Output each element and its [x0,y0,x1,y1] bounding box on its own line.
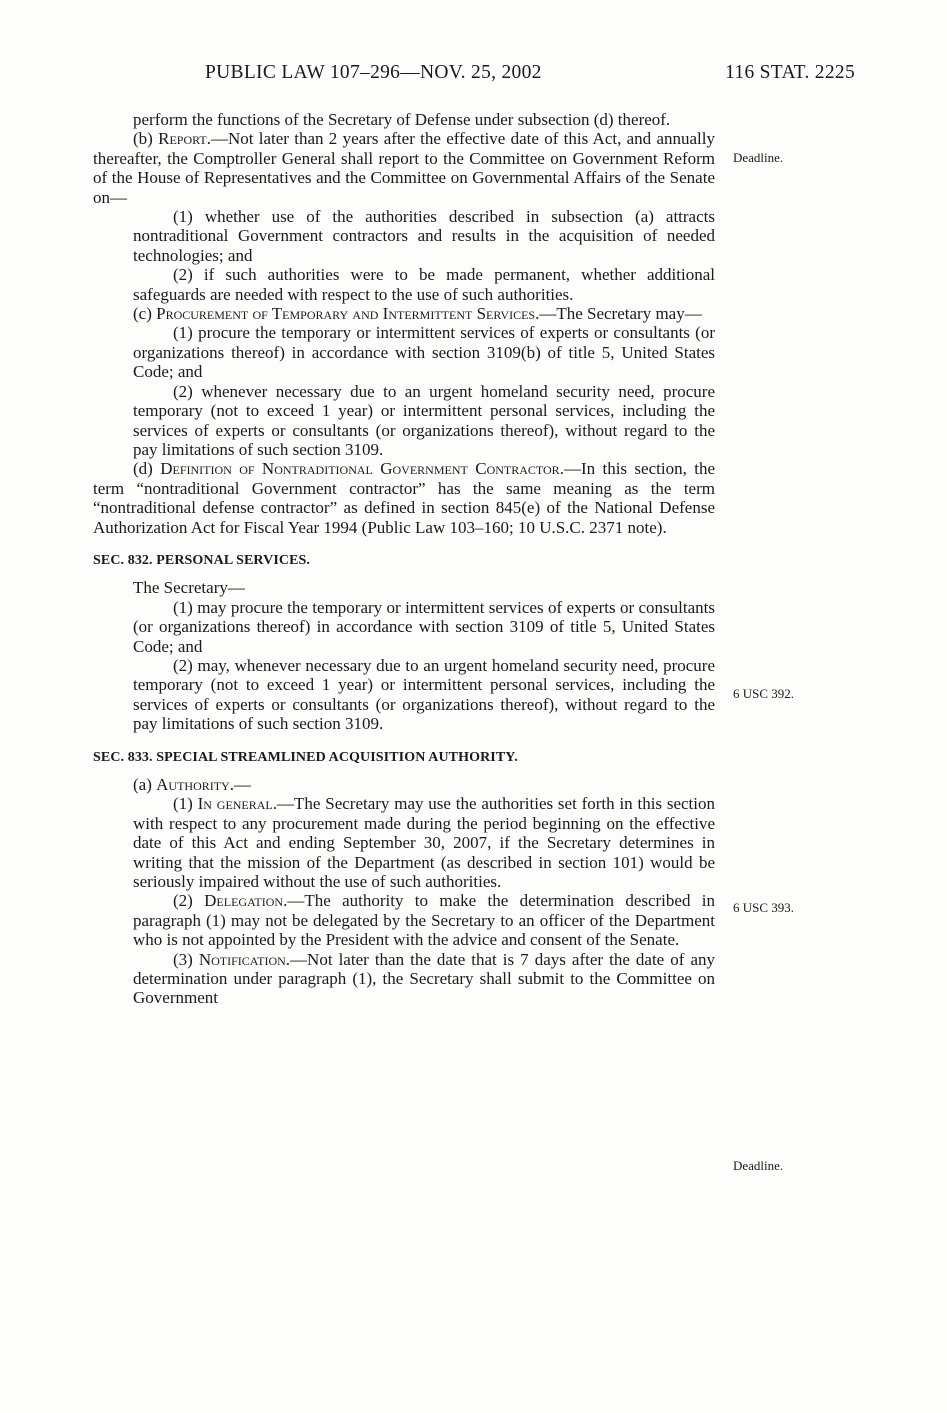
paragraph-a2: (2) Delegation.—The authority to make the determination described in paragraph (1) may not be delegated by the Secretary to an officer of the Department who is not appointed by the President with the advice and consent of the Senate. [133,891,715,950]
continuation-paragraph: perform the functions of the Secretary of Defense under subsection (d) thereof. [133,110,671,129]
section-832-paragraph-2: (2) may, whenever necessary due to an urgent homeland security need, procure temporary (not to exceed 1 year) or intermittent personal services, including the services of experts or consultants (or organizations thereof), without regard to the pay limitations of such section 3109. [133,655,715,734]
margin-note-usc-392: 6 USC 392. [733,686,795,701]
paragraph-b1: (1) whether use of the authorities described in subsection (a) attracts nontraditional Government contractors and results in the acquisition of needed technologies; and [133,207,715,265]
subsection-a-heading: Authority [156,775,230,794]
paragraph-b2: (2) if such authorities were to be made permanent, whether additional safeguards are needed with respect to the use of such authorities. [133,265,715,304]
margin-note-deadline-2: Deadline. [733,1158,784,1173]
paragraph-a2-heading: Delegation [204,891,284,911]
stat-page-number: 116 STAT. 2225 [725,62,855,83]
law-citation: PUBLIC LAW 107–296—NOV. 25, 2002 [205,62,542,83]
paragraph-a1-heading: In general [197,794,273,814]
document-body [93,110,715,1008]
section-832-intro: The Secretary— [133,578,245,598]
section-832-heading: SEC. 832. PERSONAL SERVICES. [93,552,311,568]
margin-note-usc-393: 6 USC 393. [733,900,795,915]
section-833-heading: SEC. 833. SPECIAL STREAMLINED ACQUISITION AUTHORITY. [93,749,518,765]
subsection-a: (a) Authority.— [133,775,251,794]
subsection-d: (d) Definition of Nontraditional Government Contractor.—In this section, the term “nontraditional Government contractor” has the same meaning as the term “nontraditional defense contractor” as defined in section 845(e) of the National Defense Authorization Act for Fiscal Year 1994 (Public Law 103–160; 10 U.S.C. 2371 note). [93,459,715,537]
paragraph-a1: (1) In general.—The Secretary may use the authorities set forth in this section with respect to any procurement made during the period beginning on the effective date of this Act and ending September 30, 2007, if the Secretary determines in writing that the mission of the Department (as described in section 101) would be seriously impaired without the use of such authorities. [133,794,715,892]
subsection-c: (c) Procurement of Temporary and Intermittent Services.—The Secretary may— [133,304,702,324]
subsection-b: (b) Report.—Not later than 2 years after the effective date of this Act, and annually thereafter, the Comptroller General shall report to the Committee on Government Reform of the House of Representatives and the Committee on Governmental Affairs of the Senate on— [93,129,715,207]
paragraph-c1: (1) procure the temporary or intermittent services of experts or consultants (or organizations thereof) in accordance with section 3109(b) of title 5, United States Code; and [133,323,715,382]
paragraph-a3: (3) Notification.—Not later than the date that is 7 days after the date of any determination under paragraph (1), the Secretary shall submit to the Committee on Government [133,949,715,1008]
paragraph-c2: (2) whenever necessary due to an urgent homeland security need, procure temporary (not to exceed 1 year) or intermittent personal services, including the services of experts or consultants (or organizations thereof), without regard to the pay limitations of such section 3109. [133,381,715,459]
paragraph-a3-heading: Notification [198,949,286,969]
subsection-d-heading: Definition of Nontraditional Government Contractor [160,459,560,479]
section-832-paragraph-1: (1) may procure the temporary or intermittent services of experts or consultants (or organizations thereof) in accordance with section 3109 of title 5, United States Code; and [133,597,715,656]
margin-note-deadline: Deadline. [733,150,784,165]
subsection-c-heading: Procurement of Temporary and Intermittent Services [156,304,536,324]
subsection-b-heading: Report [158,129,207,149]
